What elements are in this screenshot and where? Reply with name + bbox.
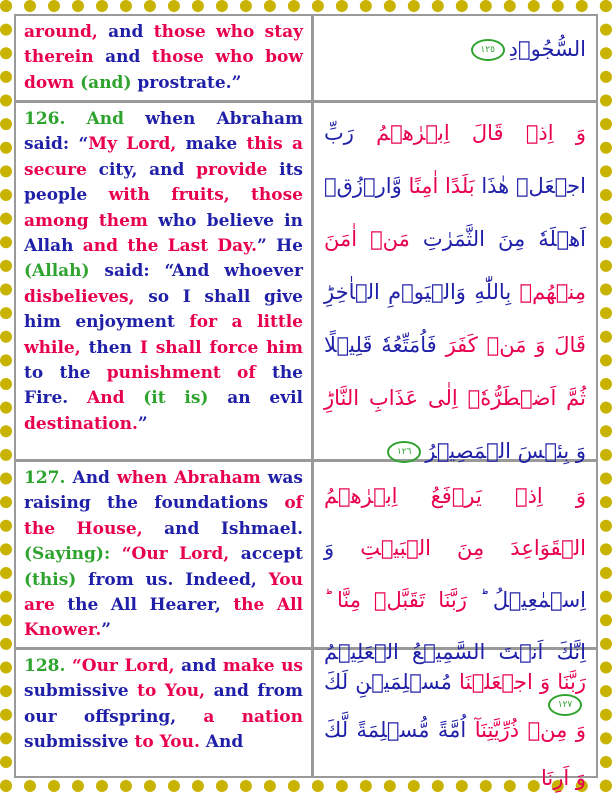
english-translation bbox=[16, 462, 314, 647]
arabic-segment: رَبَّنَا تَقَبَّلۡ مِنَّا ؕ bbox=[324, 588, 467, 612]
arabic-text-cell bbox=[314, 16, 596, 100]
translation-segment: and from our offspring, bbox=[24, 681, 303, 727]
arabic-segment: وَ اِذۡ يَرۡفَعُ اِبۡرٰهٖمُ الۡقَوَاعِدَ مِنَ الۡبَيۡتِ bbox=[324, 484, 586, 560]
ayah-number-marker: ١٢٥ bbox=[471, 39, 505, 61]
translation-segment: prostrate.” bbox=[137, 72, 242, 93]
arabic-text-cell bbox=[314, 103, 596, 463]
translation-segment: said: “And whoever bbox=[104, 261, 303, 282]
arabic-segment: وَ بِئۡسَ الۡمَصِيۡرُ bbox=[425, 439, 586, 463]
translation-segment: to the bbox=[24, 363, 107, 384]
english-text bbox=[24, 107, 303, 437]
translation-segment: when Abraham bbox=[117, 468, 268, 488]
translation-segment: provide bbox=[196, 159, 280, 180]
translation-segment: so I shall give him enjoyment bbox=[24, 286, 303, 333]
translation-segment: (Allah) bbox=[24, 261, 105, 282]
translation-segment: and the Last Day. bbox=[82, 236, 258, 257]
translation-segment: the Fire. bbox=[24, 363, 303, 409]
translation-segment: ” He bbox=[257, 236, 303, 257]
arabic-text-cell bbox=[314, 650, 596, 790]
translation-segment: 126. And bbox=[24, 109, 146, 129]
english-translation bbox=[16, 103, 314, 459]
arabic-text bbox=[324, 107, 586, 478]
translation-segment: My Lord, bbox=[88, 134, 186, 155]
translation-segment: punishment of bbox=[106, 363, 272, 384]
translation-segment: (Saying): bbox=[24, 544, 122, 565]
translation-segment: make bbox=[185, 134, 247, 155]
ayah-number-marker: ١٢٦ bbox=[387, 441, 421, 463]
translation-segment: those who bow down bbox=[24, 47, 304, 93]
translation-segment: a nation bbox=[203, 706, 303, 727]
english-text bbox=[24, 654, 303, 756]
translation-segment: this a secure bbox=[24, 134, 303, 180]
translation-segment: to You, bbox=[137, 681, 214, 702]
translation-segment: submissive bbox=[24, 681, 138, 702]
arabic-segment: قَالَ وَ مَنۡ كَفَرَ bbox=[436, 333, 586, 357]
translation-segment: and bbox=[108, 22, 154, 42]
arabic-segment: ثُمَّ اَضۡطَرُّهٗۤ اِلٰى عَذَابِ النَّارِ‌ؕ bbox=[324, 386, 586, 410]
translation-segment: I shall force him bbox=[139, 337, 303, 358]
arabic-segment: مُسۡلِمَيۡنِ لَكَ bbox=[324, 670, 452, 694]
translation-segment: disbelieves, bbox=[24, 286, 149, 307]
verse-row-128 bbox=[16, 650, 596, 790]
verse-row-125 bbox=[16, 16, 596, 103]
translation-segment: And bbox=[205, 732, 244, 753]
translation-segment: make us bbox=[222, 656, 303, 676]
translation-segment: then bbox=[88, 337, 140, 358]
translation-segment: “Our Lord, bbox=[71, 656, 182, 676]
arabic-segment: وَ اَرِنَا bbox=[540, 766, 586, 790]
english-text bbox=[24, 466, 303, 644]
translation-segment: And bbox=[87, 388, 144, 409]
translation-segment: of the House, bbox=[24, 493, 303, 539]
arabic-segment: وَ اِذۡ قَالَ اِبۡرٰهٖمُ bbox=[353, 121, 586, 145]
translation-segment: destination. bbox=[24, 413, 138, 434]
arabic-segment: رَبِّ اجۡعَلۡ هٰذَا bbox=[324, 121, 586, 198]
arabic-segment: اِنَّكَ اَنۡتَ السَّمِيۡعُ الۡعَلِيۡمُ bbox=[324, 640, 586, 664]
arabic-segment: فَاُمَتِّعُهٗ قَلِيۡلًا bbox=[324, 333, 437, 357]
translation-segment: You are bbox=[24, 569, 303, 616]
translation-segment: 127. bbox=[24, 468, 73, 488]
translation-segment: city, and bbox=[98, 159, 197, 180]
translation-segment: for a little while, bbox=[24, 312, 303, 358]
translation-segment: from us. Indeed, bbox=[88, 569, 269, 590]
arabic-segment: وَّارۡزُقۡ اَهۡلَهٗ مِنَ الثَّمَرٰتِ bbox=[324, 174, 586, 251]
translation-segment: its people bbox=[24, 159, 303, 206]
arabic-segment: بِاللّٰهِ وَالۡيَوۡمِ الۡاٰخِرِ‌ؕ bbox=[324, 280, 512, 304]
translation-segment: ” bbox=[137, 413, 148, 434]
translation-segment: and bbox=[105, 47, 152, 68]
translation-segment: when Abraham said: “ bbox=[24, 109, 304, 155]
translation-segment: with fruits, those among them bbox=[24, 185, 303, 231]
translation-segment: the All Knower. bbox=[24, 595, 303, 641]
arabic-segment: مَنۡ اٰمَنَ مِنۡهُمۡ bbox=[324, 227, 586, 304]
translation-segment: accept bbox=[240, 544, 304, 565]
translation-segment: submissive bbox=[24, 732, 135, 753]
translation-segment: (it is) bbox=[143, 388, 228, 409]
translation-segment: And bbox=[72, 468, 118, 488]
arabic-segment: رَبَّنَا وَ اجۡعَلۡنَا bbox=[451, 670, 587, 694]
translation-segment: to You. bbox=[134, 732, 206, 753]
english-translation bbox=[16, 16, 314, 100]
arabic-text bbox=[324, 20, 586, 72]
translation-segment: those who stay therein bbox=[24, 22, 303, 68]
verse-table bbox=[14, 14, 598, 790]
english-translation bbox=[16, 650, 314, 776]
translation-segment: (and) bbox=[80, 72, 138, 93]
arabic-segment: بَلَدًا اٰمِنًا bbox=[401, 174, 475, 198]
translation-segment: and Ishmael. bbox=[164, 518, 303, 539]
translation-segment: and bbox=[181, 656, 223, 676]
arabic-segment: وَ اِسۡمٰعِيۡلُ ؕ bbox=[324, 536, 587, 612]
verse-row-126 bbox=[16, 103, 596, 462]
translation-segment: “Our Lord, bbox=[121, 544, 241, 565]
translation-segment: was raising the foundations bbox=[24, 468, 304, 514]
arabic-segment: وَ مِنۡ ذُرِّيَّتِنَآ bbox=[466, 718, 586, 742]
english-text bbox=[24, 20, 303, 96]
translation-segment: who believe in Allah bbox=[24, 210, 303, 257]
arabic-text bbox=[324, 654, 586, 802]
translation-segment: ” bbox=[101, 620, 112, 641]
translation-segment: around, bbox=[24, 22, 109, 42]
translation-segment: (this) bbox=[24, 569, 89, 590]
translation-segment: the All Hearer, bbox=[67, 595, 234, 616]
translation-segment: an evil bbox=[227, 388, 304, 409]
ayah-number-marker: ١٢٧ bbox=[548, 694, 582, 716]
arabic-segment: السُّجُوۡدِ bbox=[508, 37, 586, 61]
arabic-segment: اُمَّةً مُّسۡلِمَةً لَّكَ bbox=[324, 718, 467, 742]
translation-segment: 128. bbox=[24, 656, 72, 676]
